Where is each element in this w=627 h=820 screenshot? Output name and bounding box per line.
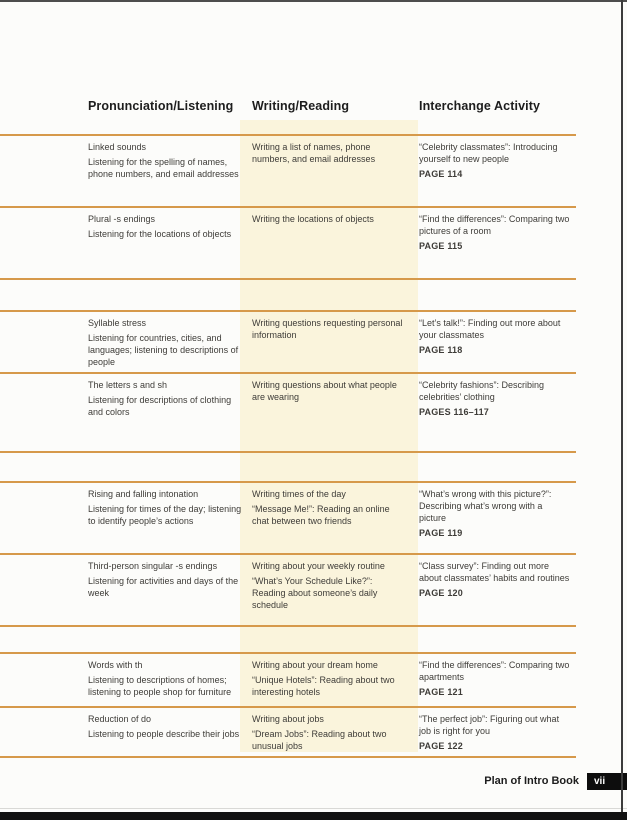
writing-text: “Message Me!”: Reading an online chat between two friends (252, 503, 390, 526)
activity-cell (419, 708, 575, 756)
section-gap (0, 451, 576, 481)
activity-cell (419, 374, 575, 451)
pronunciation-text: Listening for activities and days of the week (88, 575, 239, 598)
writing-text: Writing about jobs (252, 713, 324, 724)
table-row (0, 206, 576, 278)
pronunciation-text: Listening for descriptions of clothing and colors (88, 394, 232, 417)
page-footer (0, 772, 627, 790)
pronunciation-cell (88, 654, 252, 706)
pronunciation-text: Linked sounds (88, 142, 147, 152)
activity-cell (419, 483, 575, 553)
pronunciation-cell (88, 312, 252, 372)
page-reference: PAGE 121 (419, 686, 463, 697)
table-row (0, 481, 576, 553)
writing-cell (252, 708, 419, 756)
activity-text: “What’s wrong with this picture?”: Describing what’s wrong with a picture (419, 488, 552, 523)
page-reference: PAGE 122 (419, 740, 463, 751)
pronunciation-text: Listening for times of the day; listening to identify people’s actions (88, 503, 242, 526)
writing-text: “What’s Your Schedule Like?”: Reading about someone’s daily schedule (252, 575, 378, 610)
page-reference: PAGE 118 (419, 344, 463, 355)
writing-cell (252, 483, 419, 553)
writing-cell (252, 654, 419, 706)
page-reference: PAGE 119 (419, 527, 463, 538)
activity-cell (419, 654, 575, 706)
pronunciation-cell (88, 136, 252, 206)
pronunciation-text: Plural -s endings (88, 214, 156, 224)
page-reference: PAGES 116–117 (419, 406, 489, 417)
writing-cell (252, 208, 419, 278)
activity-text: “Find the differences”: Comparing two pictures of a room (419, 214, 570, 236)
writing-cell (252, 555, 419, 625)
activity-cell (419, 555, 575, 625)
pronunciation-cell (88, 555, 252, 625)
pronunciation-text: Listening for countries, cities, and languages; listening to descriptions of people (88, 332, 239, 367)
activity-text: “Celebrity fashions”: Describing celebrities’ clothing (419, 379, 545, 402)
table-row (0, 372, 576, 451)
writing-text: “Unique Hotels”: Reading about two interesting hotels (252, 674, 395, 697)
section-gap (0, 625, 576, 652)
page-number-badge: vii (587, 773, 627, 790)
pronunciation-text: Third-person singular -s endings (88, 560, 218, 571)
activity-cell (419, 136, 575, 206)
table-row (0, 652, 576, 706)
writing-cell (252, 374, 419, 451)
activity-cell (419, 312, 575, 372)
activity-cell (419, 208, 575, 278)
pronunciation-text: Listening for the locations of objects (88, 228, 232, 239)
pronunciation-text: Listening for the spelling of names, phone numbers, and email addresses (88, 156, 239, 179)
page-reference: PAGE 115 (419, 240, 463, 251)
activity-text: “Find the differences”: Comparing two apartments (419, 659, 570, 682)
activity-text: “Class survey”: Finding out more about classmates’ habits and routines (419, 560, 570, 583)
activity-text: “Let’s talk!”: Finding out more about your classmates (419, 318, 561, 340)
syllabus-table (0, 134, 576, 758)
scan-bottom-band (0, 812, 627, 820)
table-row (0, 134, 576, 206)
page-top-edge (0, 0, 627, 2)
page-bottom-edge (0, 808, 627, 809)
writing-text: Writing a list of names, phone numbers, and email addresses (252, 142, 376, 164)
pronunciation-text: The letters s and sh (88, 379, 168, 390)
writing-text: Writing about your dream home (252, 659, 378, 670)
activity-text: “Celebrity classmates”: Introducing yourself to new people (419, 142, 558, 164)
pronunciation-text: Reduction of do (88, 713, 152, 724)
table-row (0, 706, 576, 756)
page-reference: PAGE 114 (419, 168, 463, 179)
pronunciation-cell (88, 483, 252, 553)
table-row (0, 553, 576, 625)
writing-text: Writing times of the day (252, 488, 346, 499)
table-header-row (88, 99, 575, 113)
column-header-writing-reading: Writing/Reading (252, 99, 350, 113)
writing-text: Writing about your weekly routine (252, 560, 385, 571)
page-reference: PAGE 120 (419, 587, 463, 598)
table-row (0, 310, 576, 372)
column-header-interchange-activity: Interchange Activity (419, 99, 541, 113)
pronunciation-text: Rising and falling intonation (88, 488, 199, 499)
activity-text: “The perfect job”: Figuring out what job is right for you (419, 713, 560, 736)
pronunciation-text: Listening to people describe their jobs (88, 728, 240, 739)
pronunciation-text: Words with th (88, 659, 143, 670)
writing-text: “Dream Jobs”: Reading about two unusual jobs (252, 728, 387, 751)
writing-cell (252, 312, 419, 372)
pronunciation-cell (88, 374, 252, 451)
writing-text: Writing questions about what people are wearing (252, 379, 397, 402)
column-header-pronunciation-listening: Pronunciation/Listening (88, 99, 234, 113)
pronunciation-cell (88, 708, 252, 756)
page-right-edge (621, 0, 623, 812)
footer-title: Plan of Intro Book (484, 775, 579, 787)
section-gap (0, 278, 576, 310)
pronunciation-cell (88, 208, 252, 278)
pronunciation-text: Listening to descriptions of homes; listening to people shop for furniture (88, 674, 232, 697)
writing-text: Writing questions requesting personal information (252, 318, 403, 340)
writing-text: Writing the locations of objects (252, 214, 374, 224)
writing-cell (252, 136, 419, 206)
pronunciation-text: Syllable stress (88, 318, 147, 328)
table-bottom-line (0, 756, 576, 758)
